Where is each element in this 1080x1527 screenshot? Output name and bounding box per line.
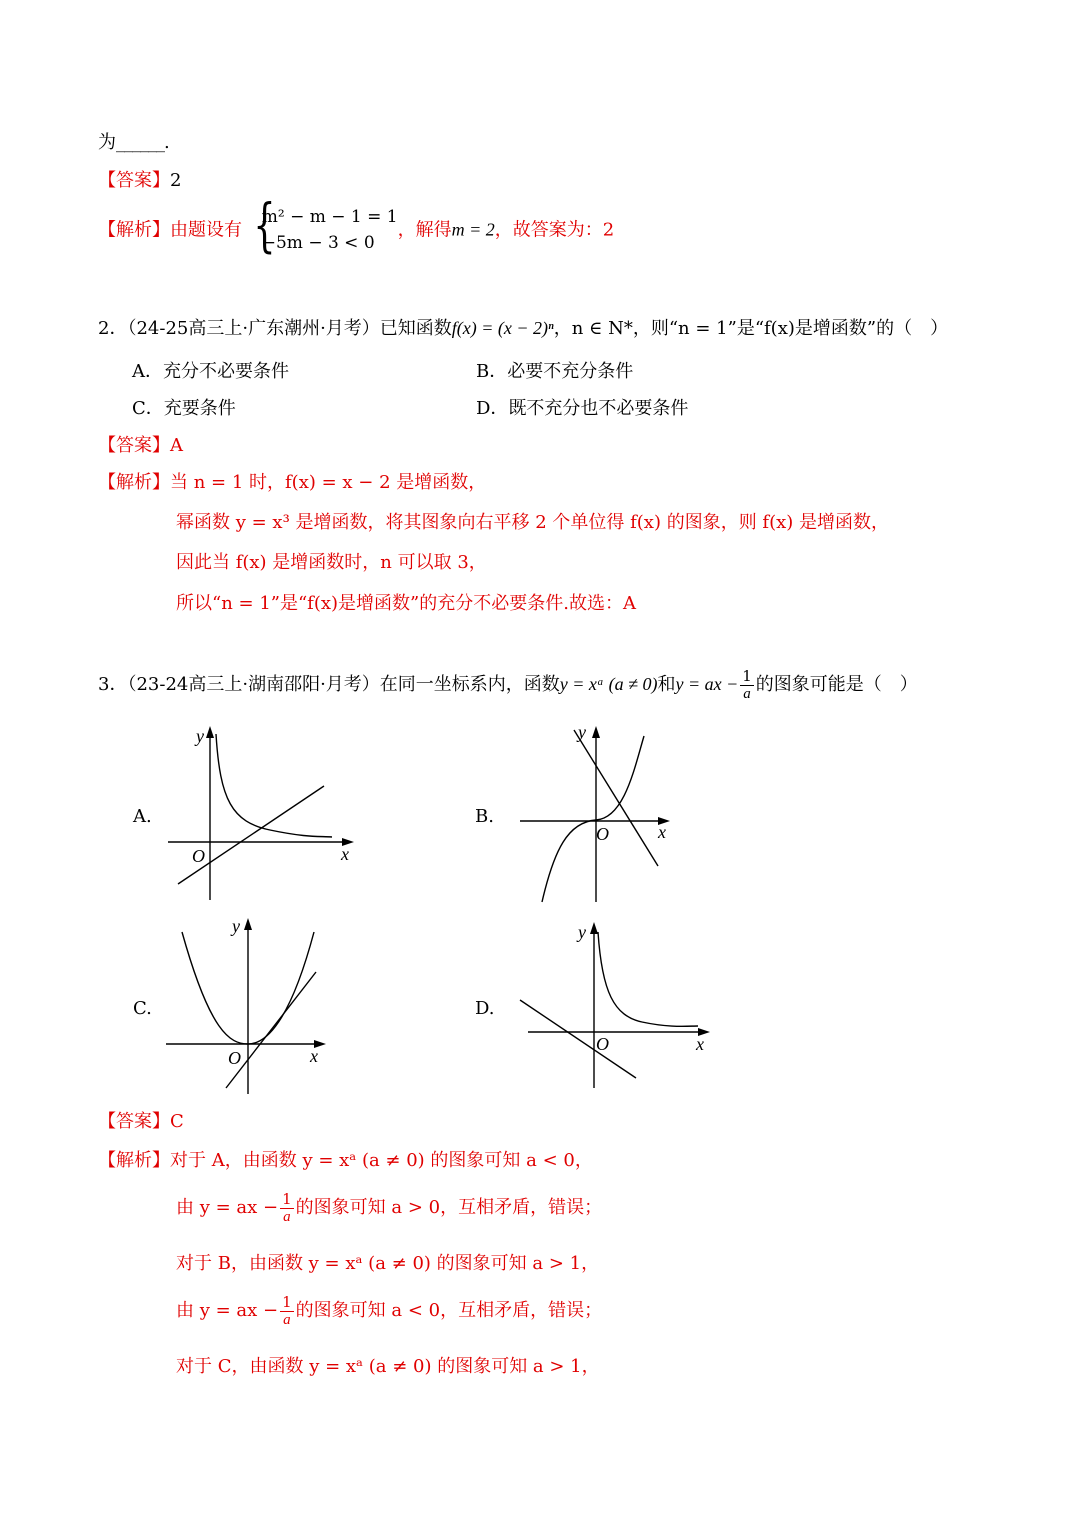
q3-stem (98, 668, 918, 702)
q3-analysis-line-3 (176, 1253, 599, 1275)
q3-stem-b: 的图象可能是（ ） (755, 674, 918, 695)
q2-func: f(x) = (x − 2)ⁿ (451, 318, 554, 338)
q3-answer-tag: 【答案】 (98, 1111, 170, 1132)
q2-option-b-label: B． (476, 361, 508, 382)
q3-analysis-fraction-1 (280, 1191, 294, 1225)
graph-a-x-label: x (341, 844, 349, 864)
q1-analysis (98, 204, 614, 257)
q3-analysis-text-5: 对于 C，由函数 y = xᵃ (a ≠ 0) 的图象可知 a > 1， (176, 1356, 600, 1377)
q3-analysis-text-4-tail: 的图象可知 a < 0，互相矛盾，错误； (295, 1300, 603, 1321)
q3-source: （23-24高三上·湖南邵阳·月考） (127, 674, 380, 695)
q3-analysis-tag: 【解析】 (98, 1150, 170, 1171)
graph-c-y-arrow (244, 918, 252, 930)
q3-stem-a: 在同一坐标系内，函数 (379, 674, 560, 695)
q1-eq2: −5m − 3 < 0 (261, 233, 375, 254)
q2-stem-a: 已知函数 (379, 318, 452, 339)
graph-d-x-label: x (696, 1034, 704, 1054)
q2-option-a-text: 充分不必要条件 (163, 361, 289, 382)
q3-analysis-text-1: 对于 A，由函数 y = xᵃ (a ≠ 0) 的图象可知 a < 0， (170, 1150, 593, 1171)
q2-analysis-line-1 (98, 472, 486, 494)
q2-option-a[interactable] (132, 361, 289, 383)
q2-analysis-tag: 【解析】 (98, 472, 170, 493)
q2-stem (98, 318, 948, 340)
q1-eq1: { m² − m − 1 = 1 (261, 207, 398, 227)
q3-analysis-line-1 (98, 1150, 593, 1172)
graph-d-power-curve (598, 932, 698, 1026)
graph-a-svg (160, 720, 360, 905)
q2-option-d-text: 既不充分也不必要条件 (508, 398, 689, 419)
q3-func2-lead: y = ax − (675, 674, 739, 694)
q2-analysis-line-3 (176, 552, 487, 574)
top-blank: ______ (116, 132, 164, 153)
q2-answer (98, 435, 183, 457)
q3-analysis-frac-2-num: 1 (282, 1293, 292, 1311)
q3-and: 和 (657, 674, 676, 695)
q3-frac-den: a (743, 685, 751, 702)
graph-a-power-curve (216, 734, 332, 837)
graph-a-y-arrow (206, 726, 214, 738)
q2-option-d[interactable] (476, 398, 688, 420)
q2-option-c[interactable] (132, 398, 236, 420)
q1-analysis-tag: 【解析】 (98, 219, 170, 241)
q2-option-c-label: C． (132, 398, 164, 419)
graph-b-y-label: y (578, 722, 586, 742)
q3-func1: y = xᵃ (a ≠ 0) (559, 674, 658, 694)
q2-source: （24-25高三上·广东潮州·月考） (127, 318, 380, 339)
q1-answer (98, 170, 181, 192)
q2-option-d-label: D． (476, 398, 509, 419)
graph-b[interactable] (512, 720, 682, 905)
q2-domain: ，n ∈ N* (553, 318, 633, 339)
graph-a-origin: O (192, 846, 205, 866)
graph-b-label[interactable]: B. (475, 806, 494, 827)
q1-answer-tag: 【答案】 (98, 170, 170, 191)
graph-c-x-label: x (310, 1046, 318, 1066)
q1-equation-system (248, 204, 398, 257)
graph-c[interactable] (160, 912, 345, 1097)
q3-analysis-line-5 (176, 1356, 600, 1378)
q1-result: m = 2 (451, 219, 495, 240)
q3-analysis-line-2 (176, 1191, 602, 1225)
q3-analysis-text-3: 对于 B，由函数 y = xᵃ (a ≠ 0) 的图象可知 a > 1， (176, 1253, 600, 1274)
q2-option-b[interactable] (476, 361, 633, 383)
q2-analysis-text-3: 因此当 f(x) 是增函数时，n 可以取 3， (176, 552, 487, 573)
q2-analysis-line-2 (176, 512, 889, 534)
q3-analysis-text-2-lead: 由 y = ax − (176, 1197, 279, 1218)
q2-option-b-text: 必要不充分条件 (507, 361, 634, 382)
graph-b-x-label: x (658, 822, 666, 842)
graph-a-label[interactable]: A. (133, 806, 152, 827)
q3-analysis-text-2-tail: 的图象可知 a > 0，互相矛盾，错误； (295, 1197, 603, 1218)
graph-b-svg (512, 720, 682, 905)
graph-a[interactable] (160, 720, 360, 905)
graph-d[interactable] (512, 912, 717, 1092)
q3-analysis-frac-1-den: a (283, 1208, 291, 1225)
q3-answer-value: C (170, 1111, 184, 1132)
top-prefix: 为 (98, 132, 116, 153)
q2-analysis-line-4 (176, 593, 636, 615)
q2-analysis-text-2: 幂函数 y = x³ 是增函数，将其图象向右平移 2 个单位得 f(x) 的图象，则 f(x) 是增函数， (176, 512, 890, 533)
graph-d-y-label: y (578, 922, 586, 942)
q3-analysis-frac-2-den: a (283, 1311, 291, 1328)
q3-frac-num: 1 (742, 667, 752, 685)
graph-b-y-arrow (592, 726, 600, 738)
q2-stem-b: ，则“n = 1”是“f(x)是增函数”的（ ） (632, 318, 949, 339)
graph-d-origin: O (596, 1034, 609, 1054)
q2-answer-value: A (170, 435, 183, 456)
top-line (98, 132, 170, 154)
q2-option-a-label: A． (132, 361, 163, 382)
q2-answer-tag: 【答案】 (98, 435, 170, 456)
q2-number: 2． (98, 318, 128, 339)
q2-option-c-text: 充要条件 (163, 398, 236, 419)
q3-fraction (740, 668, 754, 702)
graph-c-origin: O (228, 1048, 241, 1068)
graph-c-label[interactable]: C. (133, 998, 152, 1019)
q1-analysis-end: ，故答案为：2 (494, 219, 615, 241)
q1-answer-value: 2 (170, 170, 182, 191)
q3-analysis-fraction-2 (280, 1294, 294, 1328)
graph-b-line (574, 730, 658, 866)
graph-d-label[interactable]: D. (475, 998, 495, 1019)
q3-analysis-line-4 (176, 1294, 602, 1328)
graph-d-y-arrow (590, 922, 598, 934)
q2-analysis-text-1: 当 n = 1 时，f(x) = x − 2 是增函数， (170, 472, 487, 493)
graph-b-origin: O (596, 824, 609, 844)
graph-a-y-label: y (196, 726, 204, 746)
q1-analysis-lead: 由题设有 (170, 219, 242, 241)
q3-analysis-text-4-lead: 由 y = ax − (176, 1300, 279, 1321)
graph-c-y-label: y (232, 916, 240, 936)
q3-analysis-frac-1-num: 1 (282, 1190, 292, 1208)
top-end: . (164, 132, 170, 153)
q3-answer (98, 1111, 184, 1133)
q3-number: 3． (98, 674, 128, 695)
graph-c-svg (160, 912, 345, 1097)
graph-c-line (226, 972, 316, 1088)
q1-analysis-mid: ，解得 (397, 219, 452, 241)
graph-d-line (520, 1000, 636, 1078)
q2-analysis-text-4: 所以“n = 1”是“f(x)是增函数”的充分不必要条件.故选：A (176, 593, 636, 614)
graph-d-svg (512, 912, 717, 1092)
